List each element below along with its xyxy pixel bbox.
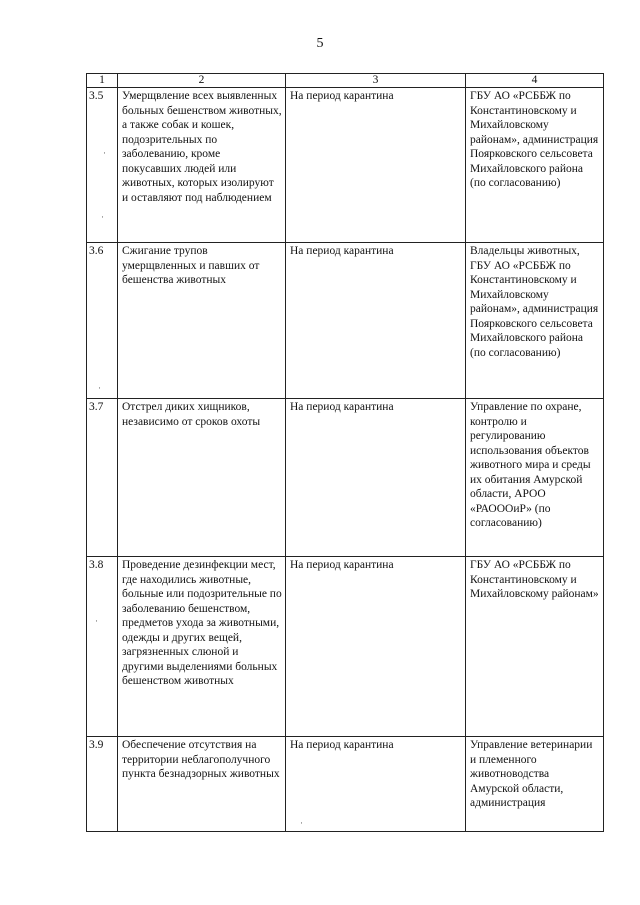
responsible-cell: Владельцы животных, ГБУ АО «РСББЖ по Константиновскому и Михайловскому районам», администрация Поярковского сельсовета Михайловского района (по согласованию) — [466, 243, 604, 399]
table-row — [87, 399, 604, 557]
responsible-cell: Управление по охране, контролю и регулированию использования объектов животного мира и среды их обитания Амурской области, АРОО «РАОООиР» (по согласованию) — [466, 399, 604, 557]
scan-speck: · — [103, 148, 106, 158]
table-row — [87, 243, 604, 399]
table-header-row — [87, 74, 604, 88]
measure-cell: Сжигание трупов умерщвленных и павших от бешенства животных — [118, 243, 286, 399]
period-cell: На период карантина — [286, 243, 466, 399]
table-row — [87, 737, 604, 832]
period-cell: На период карантина — [286, 88, 466, 243]
measure-cell: Обеспечение отсутствия на территории неблагополучного пункта безнадзорных животных — [118, 737, 286, 832]
scan-speck: · — [300, 818, 303, 828]
row-number: 3.5 — [87, 88, 118, 243]
responsible-cell: ГБУ АО «РСББЖ по Константиновскому и Михайловскому районам» — [466, 557, 604, 737]
header-col-2: 2 — [118, 74, 286, 88]
table-row — [87, 88, 604, 243]
measures-table — [86, 73, 604, 832]
table-row — [87, 557, 604, 737]
responsible-cell: ГБУ АО «РСББЖ по Константиновскому и Михайловскому районам», администрация Поярковского сельсовета Михайловского района (по согласованию) — [466, 88, 604, 243]
responsible-cell: Управление ветеринарии и племенного животноводства Амурской области, администрация — [466, 737, 604, 832]
row-number: 3.8 — [87, 557, 118, 737]
measure-cell: Отстрел диких хищников, независимо от сроков охоты — [118, 399, 286, 557]
scan-speck: · — [95, 616, 98, 626]
period-cell: На период карантина — [286, 399, 466, 557]
scan-speck: · — [101, 212, 104, 222]
header-col-1: 1 — [87, 74, 118, 88]
page-number: 5 — [316, 36, 324, 51]
measure-cell: Умерщвление всех выявленных больных бешенством животных, а также собак и кошек, подозрительных по заболеванию, кроме покусавших людей или животных, которых изолируют и оставляют под наблюдением — [118, 88, 286, 243]
measure-cell: Проведение дезинфекции мест, где находились животные, больные или подозрительные по заболеванию бешенством, предметов ухода за животными, одежды и других вещей, загрязненных слюной и другими выделениями больных бешенством животных — [118, 557, 286, 737]
row-number: 3.7 — [87, 399, 118, 557]
header-col-3: 3 — [286, 74, 466, 88]
period-cell: На период карантина — [286, 557, 466, 737]
row-number: 3.9 — [87, 737, 118, 832]
period-cell: На период карантина — [286, 737, 466, 832]
row-number: 3.6 — [87, 243, 118, 399]
header-col-4: 4 — [466, 74, 604, 88]
scan-speck: · — [98, 383, 101, 393]
